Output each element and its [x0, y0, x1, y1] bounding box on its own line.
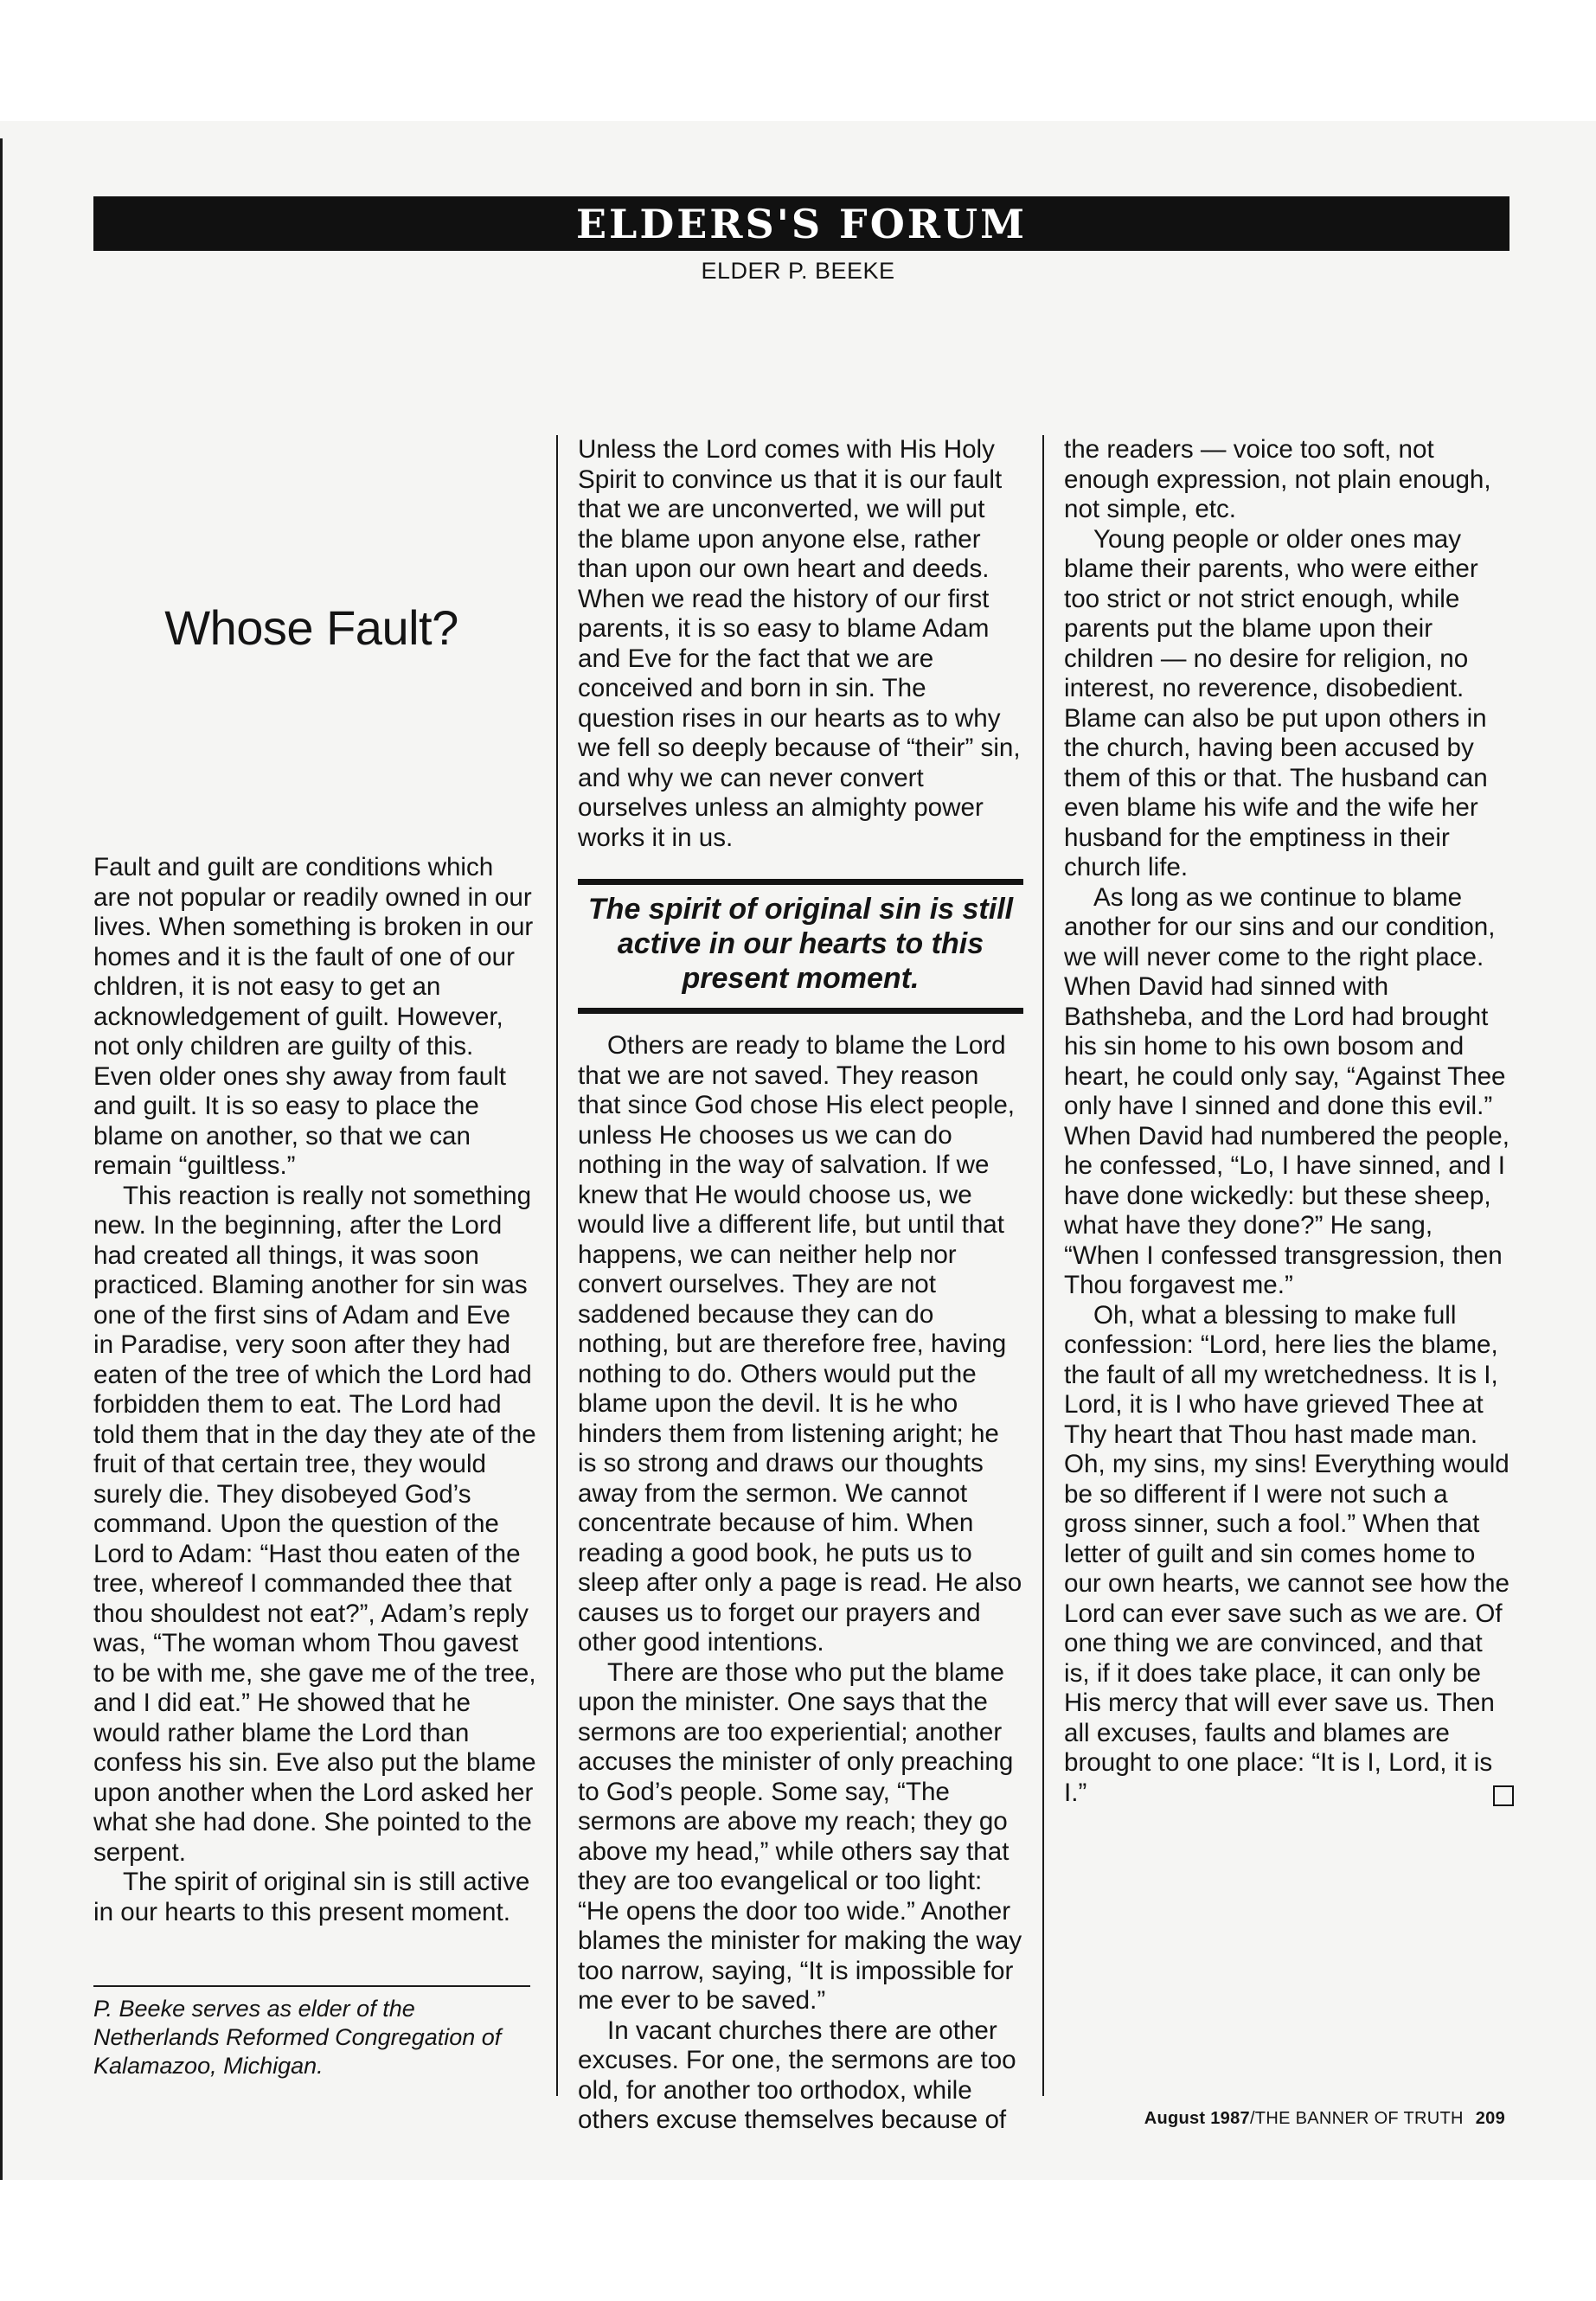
column-divider [1042, 435, 1044, 2096]
author-byline: ELDER P. BEEKE [701, 258, 895, 284]
paragraph-text: Oh, what a blessing to make full confession: “Lord, here lies the blame, the fault of all my wretchedness. It is I, Lord, it is I who have grieved Thee at Thy heart that Thou hast made man. Oh, my sins, my sins! Everything would be so different if I were not such a gross sinner, such a fool.” When that letter of guilt and sin comes home to our own hearts, we cannot see how the Lord can ever save such as we are. Of one thing we are convinced, and that is, if it does take place, it can only be His mercy that will ever save us. Then all excuses, faults and blames are brought to one place: “It is I, Lord, it is I.” [1064, 1300, 1509, 1807]
pull-quote: The spirit of original sin is still active in our hearts to this present moment. [578, 879, 1023, 1014]
issue-date: August 1987 [1144, 2109, 1250, 2128]
end-mark-icon [1493, 1785, 1514, 1806]
paragraph: There are those who put the blame upon the minister. One says that the sermons are too experiential; another accuses the minister of only preaching to God’s people. Some say, “The sermons are above my reach; they go above my head,” while others say that they are too evangelical or too light: “He opens the door too wide.” Another blames the minister for making the way too narrow, saying, “It is impossible for me ever to be saved.” [578, 1657, 1022, 2015]
paragraph: In vacant churches there are other excuses. For one, the sermons are too old, for another too orthodox, while others excuse themselves because of [578, 2016, 1016, 2134]
paragraph-last [1064, 1301, 1514, 1809]
paragraph: As long as we continue to blame another for our sins and our condition, we will never come to the right place. When David had sinned with Bathsheba, and the Lord had brought his sin home to his own bosom and heart, he could only say, “Against Thee only have I sinned and done this evil.” When David had numbered the people, he confessed, “Lo, I have sinned, and I have done wickedly: but these sheep, what have they done?” He sang, “When I confessed transgression, then Thou forgavest me.” [1064, 882, 1509, 1299]
column-1 [93, 853, 536, 1927]
page-footer [1144, 2109, 1505, 2129]
author-footnote: P. Beeke serves as elder of the Netherlands Reformed Congregation of Kalamazoo, Michigan. [93, 1996, 502, 2079]
column-divider [556, 435, 558, 2096]
column-3 [1064, 435, 1514, 1808]
paragraph: Fault and guilt are conditions which are not popular or readily owned in our lives. When something is broken in our homes and it is the fault of one of our chldren, it is not easy to get an acknowledgement of guilt. However, not only children are guilty of this. Even older ones shy away from fault and guilt. It is so easy to place the blame on another, so that we can remain “guiltless.” [93, 853, 534, 1180]
section-banner [93, 196, 1509, 251]
paragraph: Others are ready to blame the Lord that we are not saved. They reason that since God chose His elect people, unless He chooses us we can do nothing in the way of salvation. If we knew that He would choose us, we would live a different life, but until that happens, we can neither help nor convert ourselves. They are not saddened because they can do nothing, but are therefore free, having nothing to do. Others would put the blame upon the devil. It is he who hinders them from listening aright; he is so strong and draws our thoughts away from the sermon. We cannot concentrate because of him. When reading a good book, he puts us to sleep after only a page is read. He also causes us to forget our prayers and other good intentions. [578, 1031, 1022, 1657]
column-2 [578, 435, 1023, 2136]
page-number: 209 [1475, 2109, 1505, 2128]
paragraph: The spirit of original sin is still active in our hearts to this present moment. [93, 1868, 530, 1926]
paragraph: This reaction is really not something new. In the beginning, after the Lord had created all things, it was soon practiced. Blaming another for sin was one of the first sins of Adam and Eve in Paradise, very soon after they had eaten of the tree of which the Lord had forbidden them to eat. The Lord had told them that in the day they ate of the fruit of that certain tree, they would surely die. They disobeyed God’s command. Upon the question of the Lord to Adam: “Hast thou eaten of the tree, whereof I commanded thee that thou shouldest not eat?”, Adam’s reply was, “The woman whom Thou gavest to be with me, she gave me of the tree, and I did eat.” He showed that he would rather blame the Lord than confess his sin. Eve also put the blame upon another when the Lord asked her what she had done. She pointed to the serpent. [93, 1181, 536, 1867]
footnote-divider [93, 1985, 530, 1987]
page-edge-rule [0, 138, 3, 2180]
article-title: Whose Fault? [164, 599, 458, 655]
publication-name: /THE BANNER OF TRUTH [1249, 2109, 1464, 2128]
paragraph: the readers — voice too soft, not enough expression, not plain enough, not simple, etc. [1064, 435, 1491, 523]
paragraph: Young people or older ones may blame their parents, who were either too strict or not strict enough, while parents put the blame upon their children — no desire for religion, no interest, no reverence, disobedient. Blame can also be put upon others in the church, having been accused by them of this or that. The husband can even blame his wife and the wife her husband for the emptiness in their church life. [1064, 524, 1488, 881]
section-title: ELDERS'S FORUM [575, 200, 1028, 247]
paragraph: Unless the Lord comes with His Holy Spirit to convince us that it is our fault that we are unconverted, we will put the blame upon anyone else, rather than upon our own heart and deeds. When we read the history of our first parents, it is so easy to blame Adam and Eve for the fact that we are conceived and born in sin. The question rises in our hearts as to why we fell so deeply because of “their” sin, and why we can never convert ourselves unless an almighty power works it in us. [578, 435, 1021, 852]
